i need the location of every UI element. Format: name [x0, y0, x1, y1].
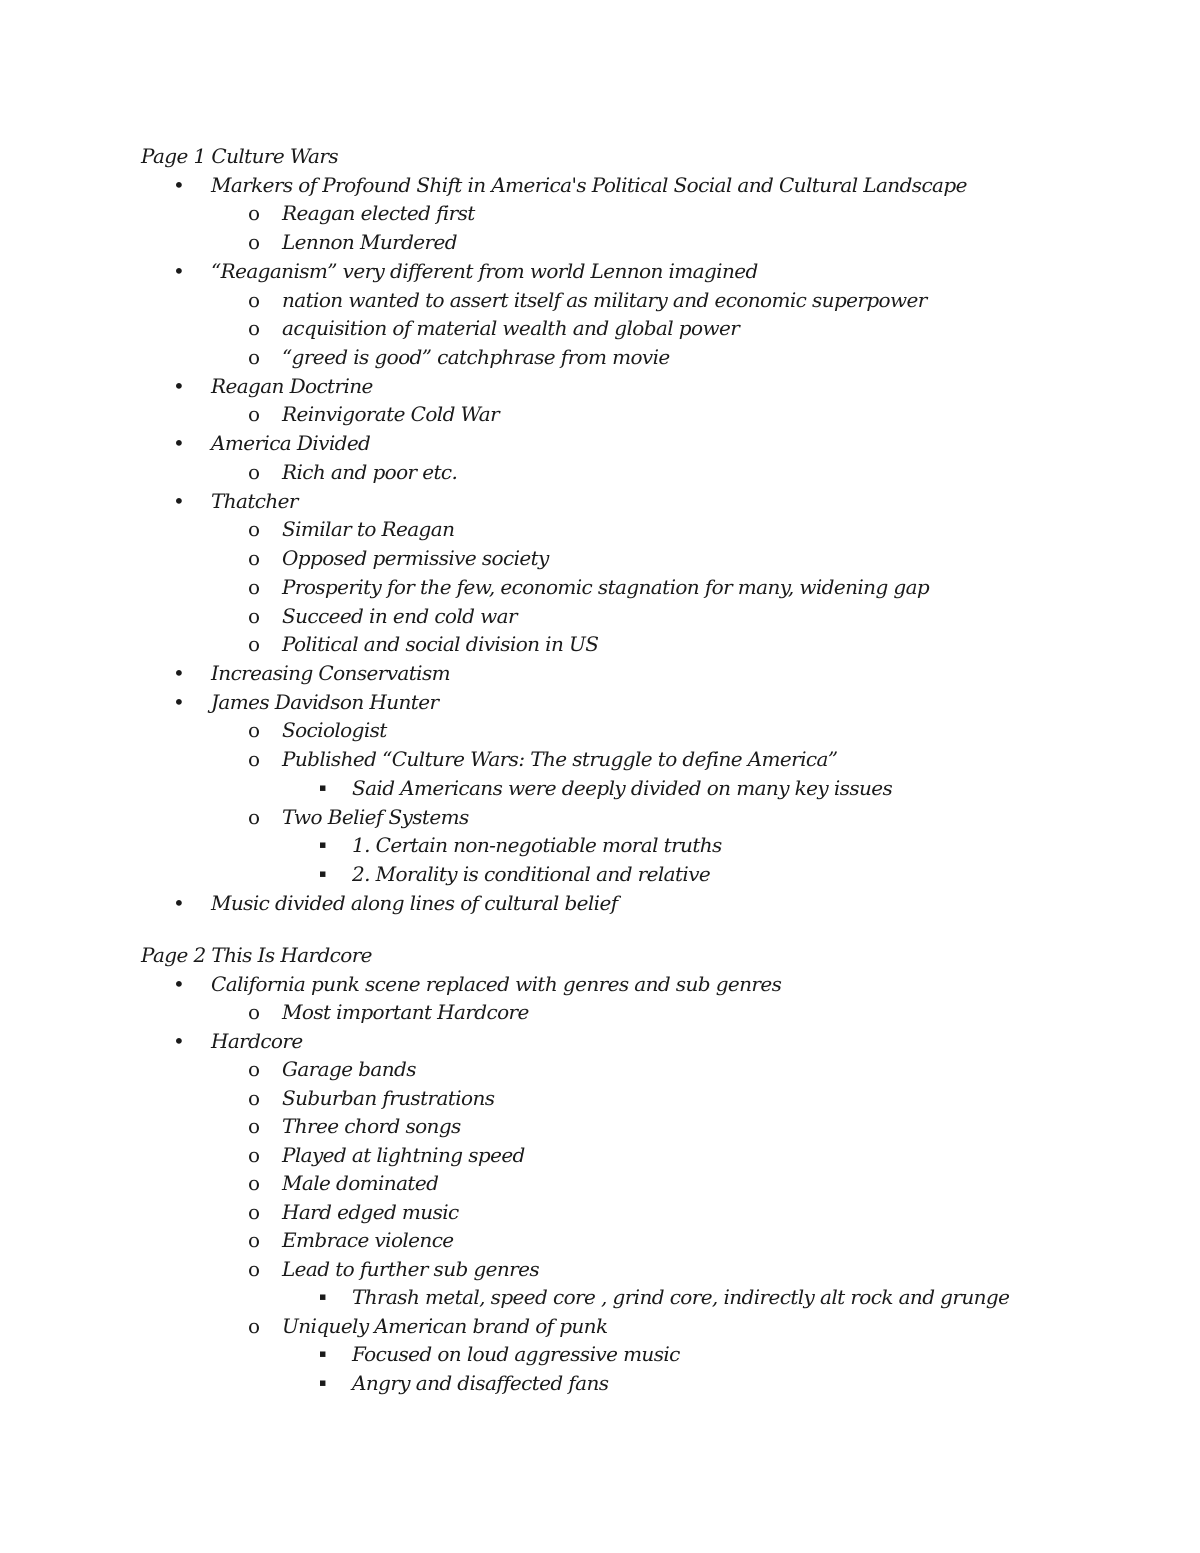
- section-heading: Page 1 Culture Wars: [141, 144, 338, 168]
- list-item-text: Most important Hardcore: [282, 1000, 529, 1024]
- list-item-text: Male dominated: [282, 1171, 439, 1195]
- list-item-text: Lead to further sub genres: [282, 1257, 540, 1281]
- bullet-marker-level-1: •: [173, 661, 185, 685]
- bullet-marker-level-2: o: [248, 1057, 260, 1081]
- bullet-marker-level-1: •: [173, 259, 185, 283]
- list-item-level-2: [0, 458, 1200, 486]
- bullet-marker-level-2: o: [248, 632, 260, 656]
- list-item-level-2: [0, 573, 1200, 601]
- bullet-marker-level-1: •: [173, 972, 185, 996]
- list-item-level-2: [0, 602, 1200, 630]
- list-item-level-2: [0, 314, 1200, 342]
- list-item-level-2: [0, 1112, 1200, 1140]
- list-item-text: Suburban frustrations: [282, 1086, 495, 1110]
- list-item-level-1: [0, 171, 1200, 199]
- bullet-marker-level-1: •: [173, 690, 185, 714]
- list-item-text: Political and social division in US: [282, 632, 599, 656]
- list-item-text: Rich and poor etc.: [282, 460, 458, 484]
- list-item-text: Succeed in end cold war: [282, 604, 517, 628]
- bullet-marker-level-2: o: [248, 1171, 260, 1195]
- list-item-text: Thatcher: [211, 489, 298, 513]
- list-item-level-3: [0, 1369, 1200, 1397]
- list-item-level-2: [0, 1169, 1200, 1197]
- list-item-level-2: [0, 1141, 1200, 1169]
- list-item-text: Markers of Profound Shift in America's Political Social and Cultural Landscape: [211, 173, 967, 197]
- list-item-text: 1. Certain non-negotiable moral truths: [352, 833, 722, 857]
- list-item-level-2: [0, 228, 1200, 256]
- bullet-marker-level-2: o: [248, 1200, 260, 1224]
- bullet-marker-level-2: o: [248, 575, 260, 599]
- list-item-text: Played at lightning speed: [282, 1143, 525, 1167]
- list-item-level-1: [0, 372, 1200, 400]
- list-item-text: Uniquely American brand of punk: [282, 1314, 608, 1338]
- bullet-marker-level-3: ▪: [319, 838, 326, 851]
- list-item-text: Hard edged music: [282, 1200, 459, 1224]
- list-item-text: Angry and disaffected fans: [352, 1371, 609, 1395]
- list-item-text: acquisition of material wealth and global power: [282, 316, 740, 340]
- list-item-text: California punk scene replaced with genres and sub genres: [211, 972, 782, 996]
- bullet-marker-level-2: o: [248, 201, 260, 225]
- list-item-level-2: [0, 1084, 1200, 1112]
- bullet-marker-level-3: ▪: [319, 1376, 326, 1389]
- bullet-marker-level-2: o: [248, 345, 260, 369]
- bullet-marker-level-2: o: [248, 1314, 260, 1338]
- bullet-marker-level-1: •: [173, 173, 185, 197]
- list-item-text: 2. Morality is conditional and relative: [352, 862, 711, 886]
- list-item-level-2: [0, 745, 1200, 773]
- bullet-marker-level-2: o: [248, 517, 260, 541]
- list-item-text: Prosperity for the few, economic stagnation for many, widening gap: [282, 575, 930, 599]
- list-item-text: “Reaganism” very different from world Lennon imagined: [211, 259, 758, 283]
- bullet-marker-level-2: o: [248, 805, 260, 829]
- list-item-level-2: [0, 544, 1200, 572]
- list-item-level-1: [0, 688, 1200, 716]
- list-item-level-2: [0, 998, 1200, 1026]
- list-item-text: James Davidson Hunter: [211, 690, 439, 714]
- list-item-text: Published “Culture Wars: The struggle to define America”: [282, 747, 838, 771]
- list-item-text: Sociologist: [282, 718, 387, 742]
- bullet-marker-level-3: ▪: [319, 867, 326, 880]
- list-item-text: Two Belief Systems: [282, 805, 469, 829]
- bullet-marker-level-1: •: [173, 374, 185, 398]
- list-item-level-1: [0, 257, 1200, 285]
- bullet-marker-level-2: o: [248, 460, 260, 484]
- bullet-marker-level-2: o: [248, 288, 260, 312]
- list-item-text: Reagan Doctrine: [211, 374, 373, 398]
- list-item-level-3: [0, 831, 1200, 859]
- list-item-text: Lennon Murdered: [282, 230, 457, 254]
- list-item-text: Similar to Reagan: [282, 517, 455, 541]
- list-item-level-1: [0, 429, 1200, 457]
- bullet-marker-level-2: o: [248, 546, 260, 570]
- list-item-level-2: [0, 1226, 1200, 1254]
- bullet-marker-level-3: ▪: [319, 781, 326, 794]
- list-item-level-1: [0, 487, 1200, 515]
- list-item-text: Three chord songs: [282, 1114, 461, 1138]
- list-item-level-2: [0, 1198, 1200, 1226]
- list-item-level-1: [0, 970, 1200, 998]
- list-item-level-2: [0, 343, 1200, 371]
- list-item-text: Focused on loud aggressive music: [352, 1342, 680, 1366]
- list-item-text: America Divided: [211, 431, 371, 455]
- list-item-level-3: [0, 1340, 1200, 1368]
- list-item-level-2: [0, 1312, 1200, 1340]
- bullet-marker-level-2: o: [248, 604, 260, 628]
- list-item-level-1: [0, 889, 1200, 917]
- bullet-marker-level-2: o: [248, 230, 260, 254]
- list-item-level-2: [0, 1055, 1200, 1083]
- bullet-marker-level-1: •: [173, 431, 185, 455]
- list-item-level-2: [0, 630, 1200, 658]
- list-item-text: Increasing Conservatism: [211, 661, 450, 685]
- bullet-marker-level-2: o: [248, 1086, 260, 1110]
- bullet-marker-level-1: •: [173, 1029, 185, 1053]
- list-item-text: Opposed permissive society: [282, 546, 549, 570]
- bullet-marker-level-2: o: [248, 1143, 260, 1167]
- list-item-level-2: [0, 1255, 1200, 1283]
- bullet-marker-level-3: ▪: [319, 1347, 326, 1360]
- list-item-level-2: [0, 400, 1200, 428]
- bullet-marker-level-2: o: [248, 718, 260, 742]
- list-item-level-3: [0, 860, 1200, 888]
- bullet-marker-level-2: o: [248, 1114, 260, 1138]
- list-item-level-1: [0, 1027, 1200, 1055]
- section-heading: Page 2 This Is Hardcore: [141, 943, 372, 967]
- list-item-text: “greed is good” catchphrase from movie: [282, 345, 670, 369]
- bullet-marker-level-2: o: [248, 1257, 260, 1281]
- bullet-marker-level-2: o: [248, 747, 260, 771]
- list-item-level-2: [0, 199, 1200, 227]
- list-item-level-2: [0, 286, 1200, 314]
- list-item-level-1: [0, 659, 1200, 687]
- list-item-text: Said Americans were deeply divided on many key issues: [352, 776, 893, 800]
- list-item-text: Reagan elected first: [282, 201, 475, 225]
- list-item-text: Reinvigorate Cold War: [282, 402, 500, 426]
- bullet-marker-level-2: o: [248, 1228, 260, 1252]
- bullet-marker-level-3: ▪: [319, 1290, 326, 1303]
- list-item-text: Hardcore: [211, 1029, 303, 1053]
- list-item-text: Embrace violence: [282, 1228, 454, 1252]
- list-item-text: nation wanted to assert itself as military and economic superpower: [282, 288, 927, 312]
- list-item-level-2: [0, 803, 1200, 831]
- bullet-marker-level-2: o: [248, 1000, 260, 1024]
- bullet-marker-level-1: •: [173, 489, 185, 513]
- list-item-level-2: [0, 716, 1200, 744]
- list-item-text: Music divided along lines of cultural belief: [211, 891, 618, 915]
- bullet-marker-level-1: •: [173, 891, 185, 915]
- list-item-level-2: [0, 515, 1200, 543]
- list-item-level-3: [0, 774, 1200, 802]
- list-item-text: Thrash metal, speed core , grind core, indirectly alt rock and grunge: [352, 1285, 1010, 1309]
- list-item-level-3: [0, 1283, 1200, 1311]
- bullet-marker-level-2: o: [248, 316, 260, 340]
- bullet-marker-level-2: o: [248, 402, 260, 426]
- list-item-text: Garage bands: [282, 1057, 416, 1081]
